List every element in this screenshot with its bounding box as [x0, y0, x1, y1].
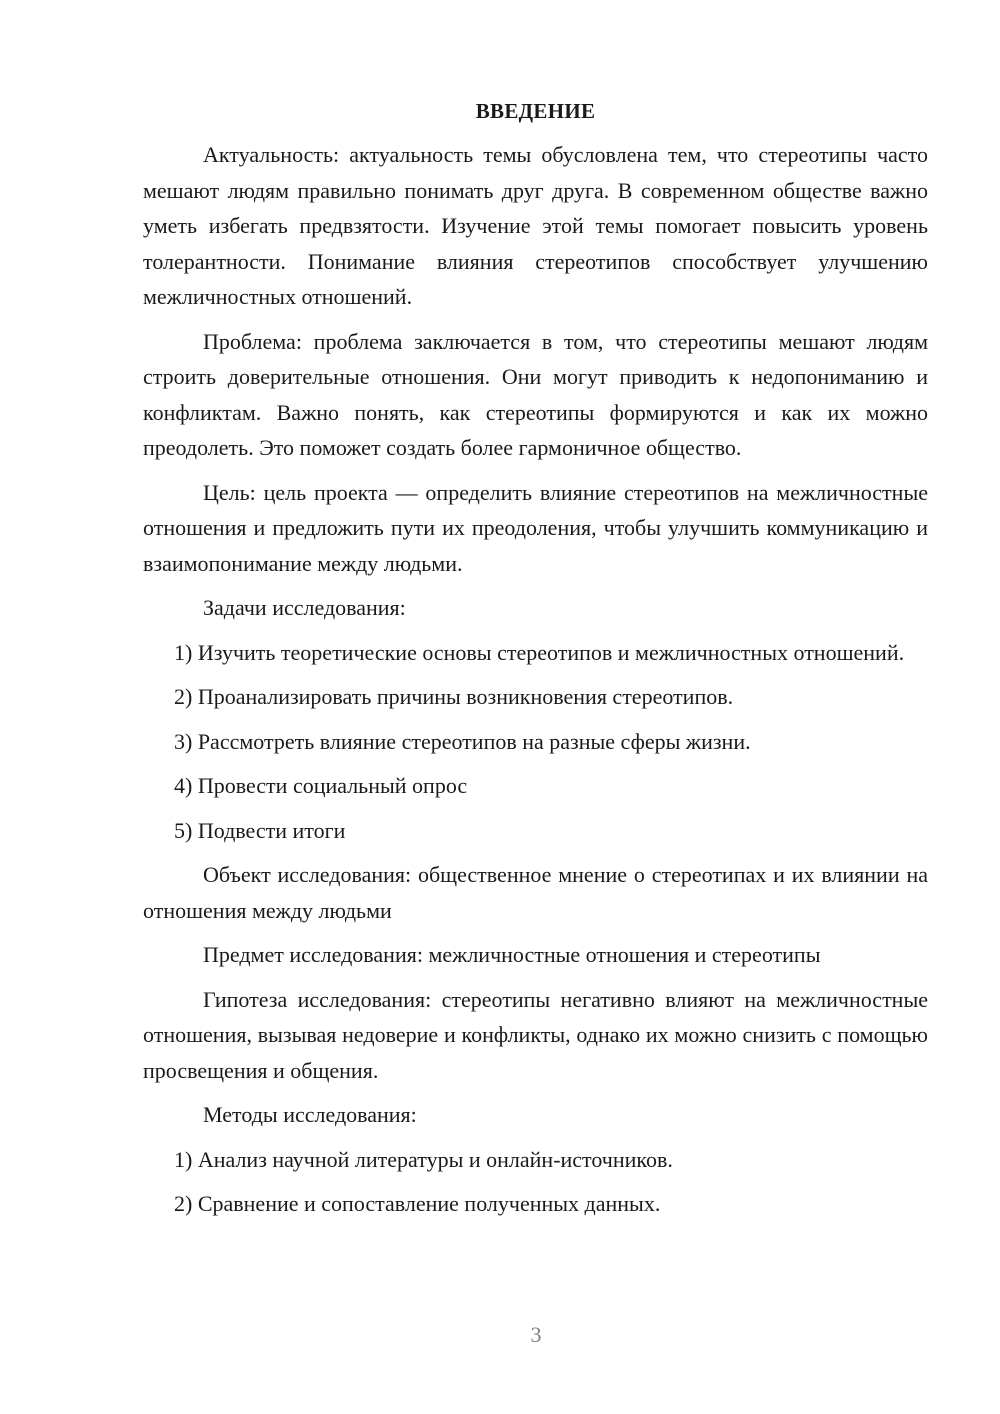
- methods-heading: Методы исследования:: [203, 1102, 417, 1127]
- document-body: [143, 95, 928, 1231]
- goal-paragraph: Цель: цель проекта — определить влияние стереотипов на межличностные отношения и предложить пути их преодоления, чтобы улучшить коммуникацию и взаимопонимание между людьми.: [143, 479, 928, 576]
- page-number: 3: [530, 1322, 542, 1347]
- subject-paragraph: Предмет исследования: межличностные отношения и стереотипы: [203, 942, 821, 967]
- task-item-4: 4) Провести социальный опрос: [174, 773, 468, 798]
- task-item-2: 2) Проанализировать причины возникновения стереотипов.: [174, 684, 734, 709]
- object-paragraph: Объект исследования: общественное мнение о стереотипах и их влиянии на отношения между людьми: [143, 862, 928, 923]
- task-item-5: 5) Подвести итоги: [174, 817, 346, 843]
- tasks-heading: Задачи исследования:: [203, 595, 406, 620]
- relevance-paragraph: Актуальность: актуальность темы обусловлена тем, что стереотипы часто мешают людям правильно понимать друг друга. В современном обществе важно уметь избегать предвзятости. Изучение этой темы помогает повысить уровень толерантности. Понимание влияния стереотипов способствует улучшению межличностных отношений.: [143, 142, 928, 309]
- task-item-1: 1) Изучить теоретические основы стереотипов и межличностных отношений.: [174, 639, 905, 665]
- method-item-2: 2) Сравнение и сопоставление полученных данных.: [174, 1191, 661, 1216]
- section-title: ВВЕДЕНИЕ: [475, 99, 596, 123]
- hypothesis-paragraph: Гипотеза исследования: стереотипы негативно влияют на межличностные отношения, вызывая недоверие и конфликты, однако их можно снизить с помощью просвещения и общения.: [143, 986, 928, 1083]
- method-item-1: 1) Анализ научной литературы и онлайн-источников.: [174, 1146, 673, 1172]
- problem-paragraph: Проблема: проблема заключается в том, что стереотипы мешают людям строить доверительные отношения. Они могут приводить к недопониманию и конфликтам. Важно понять, как стереотипы формируются и как их можно преодолеть. Это поможет создать более гармоничное общество.: [143, 328, 928, 460]
- task-item-3: 3) Рассмотреть влияние стереотипов на разные сферы жизни.: [174, 728, 751, 754]
